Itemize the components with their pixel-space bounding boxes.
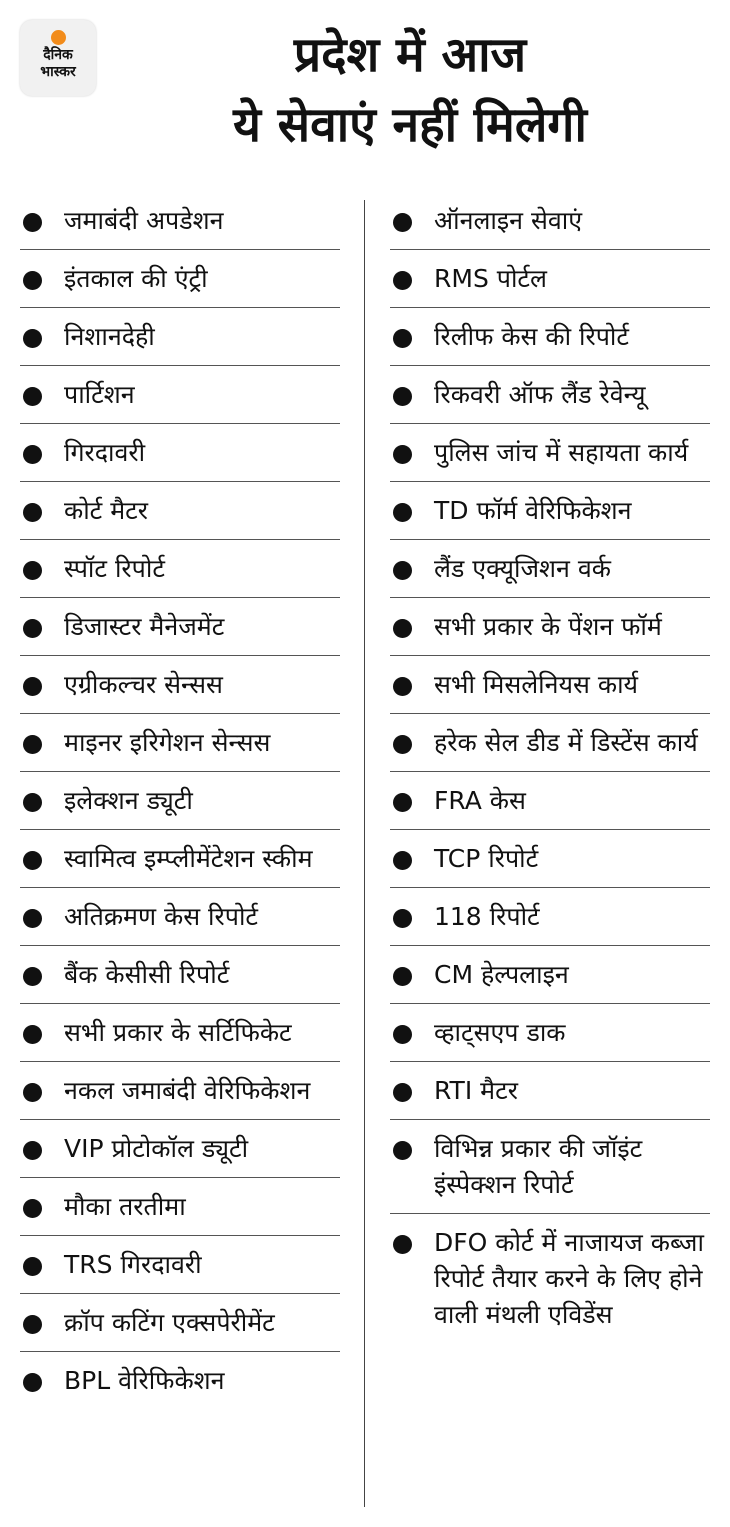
bullet-icon xyxy=(23,387,42,406)
left-service-list xyxy=(20,192,340,1409)
bullet-icon xyxy=(393,329,412,348)
list-item xyxy=(390,1062,710,1120)
item-text: BPL वेरिफिकेशन xyxy=(64,1366,225,1395)
list-item xyxy=(20,366,340,424)
bullet-icon xyxy=(23,561,42,580)
item-text: गिरदावरी xyxy=(64,438,146,467)
item-text: अतिक्रमण केस रिपोर्ट xyxy=(64,902,259,931)
bullet-icon xyxy=(23,329,42,348)
item-text: जमाबंदी अपडेशन xyxy=(64,206,224,235)
list-item xyxy=(390,598,710,656)
bullet-icon xyxy=(393,851,412,870)
list-item xyxy=(390,540,710,598)
item-text: RMS पोर्टल xyxy=(434,264,547,293)
item-text: रिकवरी ऑफ लैंड रेवेन्यू xyxy=(434,380,646,409)
bullet-icon xyxy=(23,1199,42,1218)
item-text: क्रॉप कटिंग एक्सपेरीमेंट xyxy=(64,1308,275,1337)
list-item xyxy=(20,714,340,772)
item-text: मौका तरतीमा xyxy=(64,1192,186,1221)
list-item xyxy=(20,888,340,946)
item-text: बैंक केसीसी रिपोर्ट xyxy=(64,960,230,989)
item-text: विभिन्न प्रकार की जॉइंट इंस्पेक्शन रिपोर्ट xyxy=(434,1134,643,1199)
title-line2: ये सेवाएं नहीं मिलेगी xyxy=(233,97,587,153)
column-divider xyxy=(364,200,365,1507)
bullet-icon xyxy=(23,1141,42,1160)
bullet-icon xyxy=(393,793,412,812)
brand-logo xyxy=(20,20,96,96)
list-item xyxy=(390,714,710,772)
item-text: कोर्ट मैटर xyxy=(64,496,148,525)
item-text: स्पॉट रिपोर्ट xyxy=(64,554,165,583)
right-service-list xyxy=(390,192,710,1343)
list-item xyxy=(20,1004,340,1062)
item-text: TCP रिपोर्ट xyxy=(434,844,539,873)
item-text: एग्रीकल्चर सेन्सस xyxy=(64,670,223,699)
bullet-icon xyxy=(23,1373,42,1392)
list-item xyxy=(390,656,710,714)
bullet-icon xyxy=(23,213,42,232)
list-item xyxy=(390,772,710,830)
list-item xyxy=(390,366,710,424)
bullet-icon xyxy=(393,271,412,290)
item-text: पार्टिशन xyxy=(64,380,135,409)
logo-line1: दैनिक xyxy=(43,47,73,63)
item-text: TD फॉर्म वेरिफिकेशन xyxy=(434,496,632,525)
list-item xyxy=(390,1004,710,1062)
list-item xyxy=(20,598,340,656)
page-title xyxy=(110,20,710,160)
bullet-icon xyxy=(23,271,42,290)
list-item xyxy=(20,656,340,714)
left-list xyxy=(20,192,340,1409)
list-item xyxy=(20,946,340,1004)
item-text: इंतकाल की एंट्री xyxy=(64,264,208,293)
list-item xyxy=(20,250,340,308)
item-text: ऑनलाइन सेवाएं xyxy=(434,206,583,235)
bullet-icon xyxy=(23,967,42,986)
item-text: VIP प्रोटोकॉल ड्यूटी xyxy=(64,1134,249,1163)
bullet-icon xyxy=(23,909,42,928)
list-item xyxy=(20,540,340,598)
item-text: रिलीफ केस की रिपोर्ट xyxy=(434,322,629,351)
item-text: CM हेल्पलाइन xyxy=(434,960,569,989)
bullet-icon xyxy=(393,735,412,754)
item-text: डिजास्टर मैनेजमेंट xyxy=(64,612,225,641)
bullet-icon xyxy=(393,677,412,696)
item-text: निशानदेही xyxy=(64,322,155,351)
bullet-icon xyxy=(23,503,42,522)
list-item xyxy=(390,830,710,888)
bullet-icon xyxy=(23,1025,42,1044)
list-item xyxy=(390,308,710,366)
bullet-icon xyxy=(23,445,42,464)
item-text: FRA केस xyxy=(434,786,526,815)
bullet-icon xyxy=(393,909,412,928)
bullet-icon xyxy=(393,503,412,522)
list-item xyxy=(20,1294,340,1352)
item-text: नकल जमाबंदी वेरिफिकेशन xyxy=(64,1076,311,1105)
bullet-icon xyxy=(393,619,412,638)
bullet-icon xyxy=(393,1025,412,1044)
item-text: माइनर इरिगेशन सेन्सस xyxy=(64,728,271,757)
list-item xyxy=(20,1236,340,1294)
list-item xyxy=(20,1120,340,1178)
bullet-icon xyxy=(23,735,42,754)
list-item xyxy=(390,1120,710,1214)
bullet-icon xyxy=(393,213,412,232)
list-item xyxy=(390,424,710,482)
right-list xyxy=(390,192,710,1343)
item-text: DFO कोर्ट में नाजायज कब्जा रिपोर्ट तैयार करने के लिए होने वाली मंथली एविडेंस xyxy=(434,1228,704,1329)
list-item xyxy=(20,1062,340,1120)
list-item xyxy=(390,888,710,946)
item-text: सभी मिसलेनियस कार्य xyxy=(434,670,639,699)
item-text: TRS गिरदावरी xyxy=(64,1250,202,1279)
item-text: व्हाट्सएप डाक xyxy=(434,1018,566,1047)
bullet-icon xyxy=(393,967,412,986)
item-text: लैंड एक्यूजिशन वर्क xyxy=(434,554,611,583)
bullet-icon xyxy=(23,1083,42,1102)
bullet-icon xyxy=(23,1315,42,1334)
sun-icon xyxy=(51,30,66,45)
item-text: RTI मैटर xyxy=(434,1076,518,1105)
bullet-icon xyxy=(393,1083,412,1102)
item-text: 118 रिपोर्ट xyxy=(434,902,540,931)
list-item xyxy=(390,946,710,1004)
item-text: इलेक्शन ड्यूटी xyxy=(64,786,193,815)
item-text: हरेक सेल डीड में डिस्टेंस कार्य xyxy=(434,728,698,757)
list-item xyxy=(20,482,340,540)
bullet-icon xyxy=(23,851,42,870)
list-item xyxy=(20,1178,340,1236)
item-text: सभी प्रकार के पेंशन फॉर्म xyxy=(434,612,662,641)
bullet-icon xyxy=(393,1235,412,1254)
list-item xyxy=(20,772,340,830)
title-line1: प्रदेश में आज xyxy=(293,27,527,83)
bullet-icon xyxy=(23,619,42,638)
bullet-icon xyxy=(393,561,412,580)
item-text: स्वामित्व इम्प्लीमेंटेशन स्कीम xyxy=(64,844,313,873)
list-item xyxy=(390,192,710,250)
list-item xyxy=(20,1352,340,1409)
list-item xyxy=(390,250,710,308)
list-item xyxy=(20,830,340,888)
logo-line2: भास्कर xyxy=(40,64,76,80)
list-item xyxy=(390,482,710,540)
bullet-icon xyxy=(393,387,412,406)
list-item xyxy=(390,1214,710,1343)
list-item xyxy=(20,192,340,250)
list-item xyxy=(20,308,340,366)
bullet-icon xyxy=(23,793,42,812)
item-text: सभी प्रकार के सर्टिफिकेट xyxy=(64,1018,292,1047)
item-text: पुलिस जांच में सहायता कार्य xyxy=(434,438,689,467)
bullet-icon xyxy=(393,445,412,464)
bullet-icon xyxy=(23,677,42,696)
list-item xyxy=(20,424,340,482)
bullet-icon xyxy=(23,1257,42,1276)
bullet-icon xyxy=(393,1141,412,1160)
